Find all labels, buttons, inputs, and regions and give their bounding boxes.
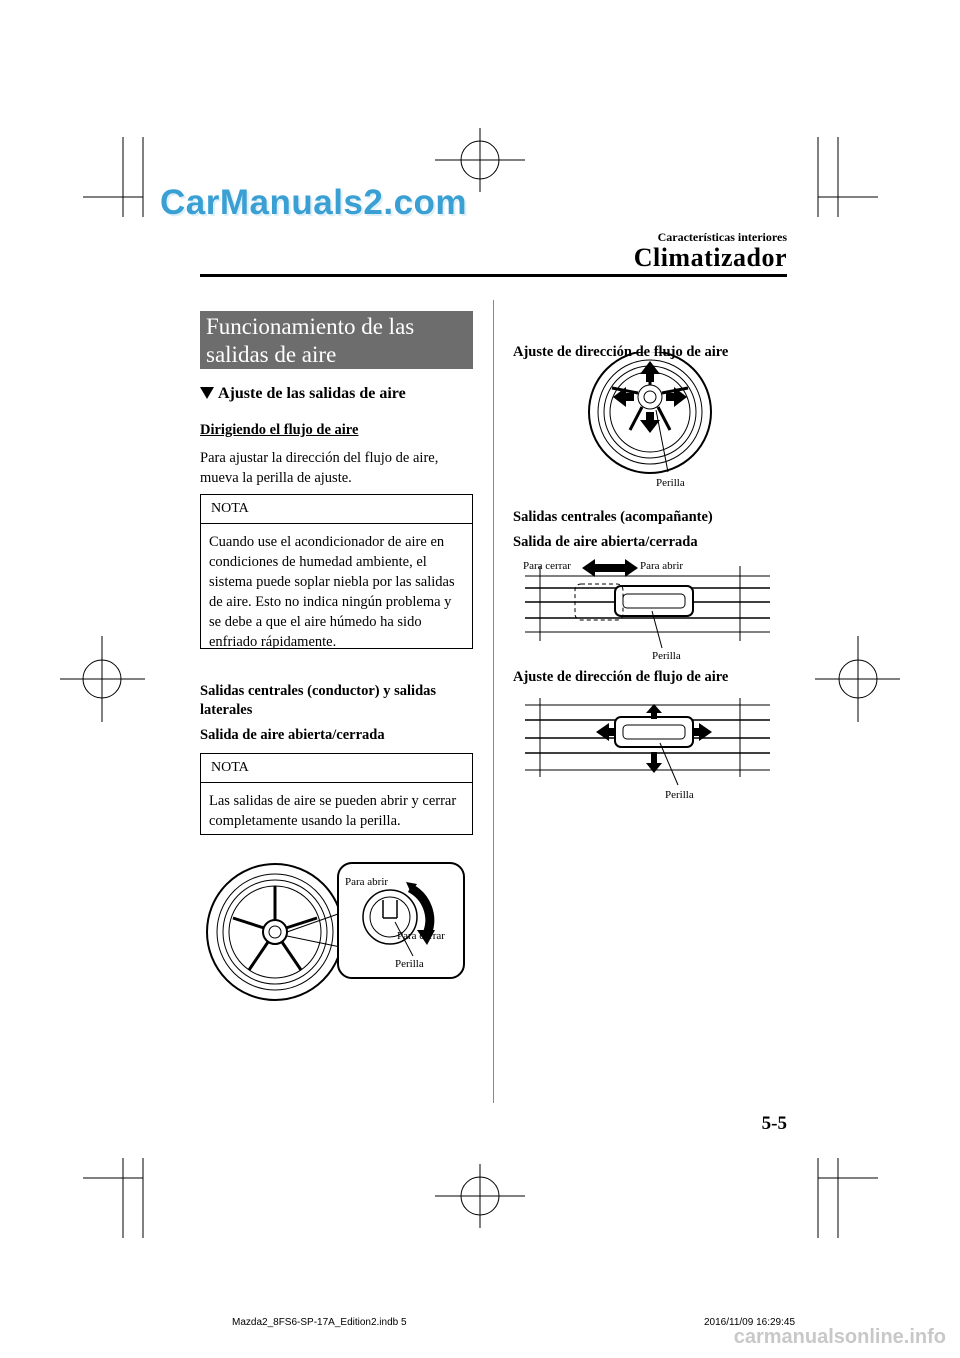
linear-vent-open-close-figure bbox=[520, 556, 775, 666]
header-subtitle: Características interiores bbox=[657, 230, 787, 244]
subsection-heading: Dirigiendo el flujo de aire bbox=[200, 422, 359, 438]
note-box-2 bbox=[200, 753, 473, 835]
heading-open-close-left: Salida de aire abierta/cerrada bbox=[200, 727, 385, 743]
footer-file: Mazda2_8FS6-SP-17A_Edition2.indb 5 bbox=[232, 1317, 407, 1328]
page-number: 5-5 bbox=[761, 1113, 787, 1134]
watermark-bottom[interactable]: carmanualsonline.info bbox=[733, 1326, 946, 1348]
label-close: Para cerrar bbox=[523, 560, 571, 572]
label-close: Para cerrar bbox=[397, 930, 445, 942]
heading-open-close-right: Salida de aire abierta/cerrada bbox=[513, 534, 698, 550]
banner-line-2: salidas de aire bbox=[206, 342, 337, 367]
label-knob: Perilla bbox=[665, 789, 694, 801]
intro-paragraph: Para ajustar la dirección del flujo de aire, mueva la perilla de ajuste. bbox=[200, 450, 439, 486]
note-body: Las salidas de aire se pueden abrir y cerrar completamente usando la perilla. bbox=[209, 793, 457, 829]
heading-central-lateral: Salidas centrales (conductor) y salidas laterales bbox=[200, 683, 437, 718]
header-title: Climatizador bbox=[633, 243, 787, 272]
triangle-marker-icon bbox=[200, 387, 214, 399]
label-open: Para abrir bbox=[640, 560, 684, 572]
linear-vent-direction-figure bbox=[520, 695, 775, 805]
heading-direction-2: Ajuste de dirección de flujo de aire bbox=[513, 669, 729, 685]
label-open: Para abrir bbox=[345, 876, 389, 888]
note-body: Cuando use el acondicionador de aire en condiciones de humedad ambiente, el sistema puede soplar niebla por las salidas de aire. Esto no indica ningún problema y se debe a que el aire húmedo ha sido enfriado rápidamente. bbox=[209, 534, 455, 650]
round-vent-direction-figure bbox=[580, 352, 725, 492]
footer-timestamp: 2016/11/09 16:29:45 bbox=[704, 1317, 796, 1328]
header-rule bbox=[200, 274, 787, 277]
note-box-1 bbox=[200, 494, 473, 649]
note-title: NOTA bbox=[201, 495, 472, 524]
watermark-top[interactable]: CarManuals2.com bbox=[160, 183, 468, 222]
label-knob: Perilla bbox=[652, 650, 681, 662]
section-heading-text: Ajuste de las salidas de aire bbox=[218, 385, 406, 402]
round-vent-open-close-figure bbox=[205, 860, 470, 1005]
section-heading bbox=[200, 385, 406, 403]
note-title: NOTA bbox=[201, 754, 472, 783]
heading-direction-1: Ajuste de dirección de flujo de aire bbox=[513, 344, 729, 360]
label-knob: Perilla bbox=[395, 958, 424, 970]
label-knob: Perilla bbox=[656, 477, 685, 489]
section-banner bbox=[200, 311, 473, 369]
heading-passenger: Salidas centrales (acompañante) bbox=[513, 509, 713, 525]
banner-line-1: Funcionamiento de las bbox=[206, 314, 415, 339]
column-divider bbox=[493, 300, 494, 1103]
